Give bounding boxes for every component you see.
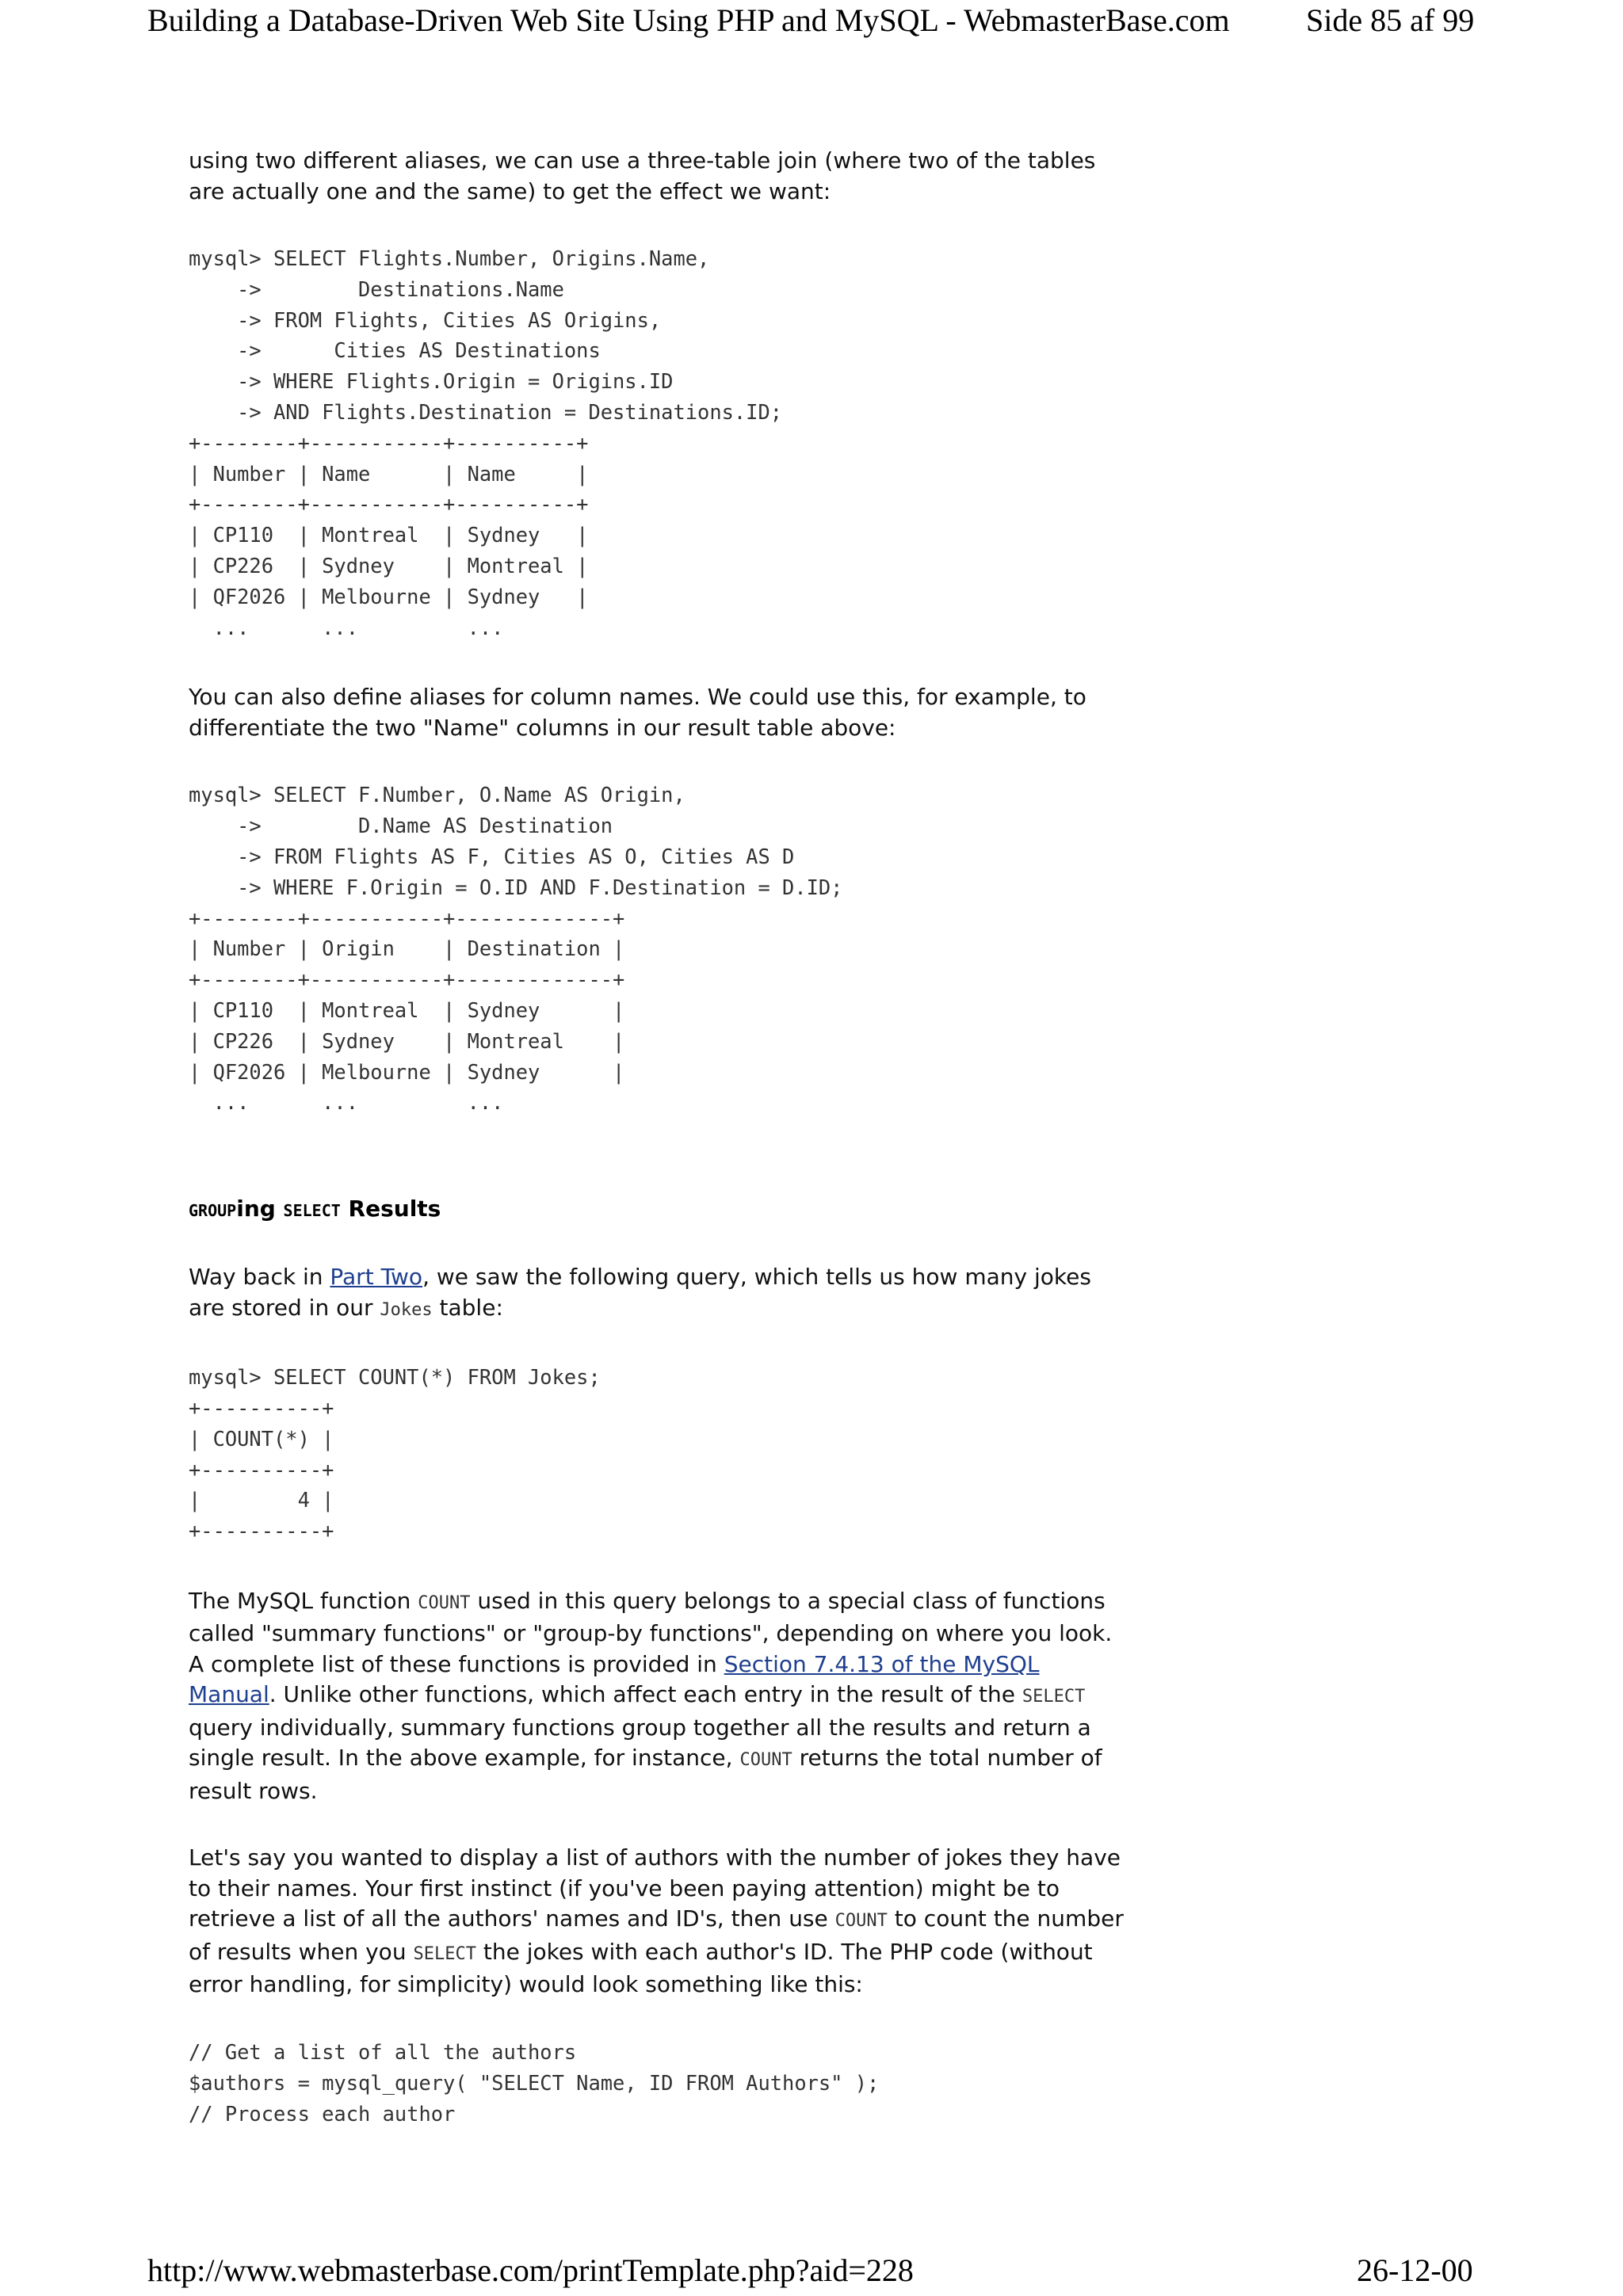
section-heading — [189, 1194, 1124, 1226]
count-function-paragraph — [189, 1586, 1124, 1807]
code-block-column-aliases: mysql> SELECT F.Number, O.Name AS Origin, -> D.Name AS Destination -> FROM Flights AS F, Cities AS O, Cities AS D -> WHERE F.Origin = O.ID AND F.Destination = D.ID; +--------+-----------+-------------+ | Number | Origin | Destination | +--------+-----------+-------------+ | CP110 | Montreal | Sydney | | CP226 | Sydney | Montreal | | QF2026 | Melbourne | Sydney | ... ... ... — [189, 783, 843, 1115]
heading-text-results: Results — [340, 1196, 441, 1222]
authors-paragraph — [189, 1843, 1124, 2000]
page-footer — [0, 2250, 1623, 2296]
mysql-manual-link[interactable]: Section 7.4.13 of the MySQL Manual — [189, 1650, 1040, 1708]
text: , we saw the following query, which tells us how many jokes are stored in our — [189, 1264, 1091, 1321]
column-aliases-paragraph: You can also define aliases for column names. We could use this, for example, to differentiate the two "Name" columns in our result table above: — [189, 684, 1086, 741]
part-two-paragraph — [189, 1262, 1124, 1325]
heading-keyword-select: SELECT — [283, 1201, 341, 1221]
text: . Unlike other functions, which affect each entry in the result of the — [269, 1681, 1022, 1708]
text: used in this query belongs to a special class of functions called "summary functions" or "group-by functions", depending on where you look. A complete list of these functions is provided in — [189, 1587, 1113, 1677]
text: The MySQL function — [189, 1587, 418, 1614]
inline-code-count: COUNT — [418, 1592, 471, 1613]
text: returns the total number of result rows. — [189, 1745, 1102, 1804]
text: the jokes with each author's ID. The PHP code (without error handling, for simplicity) would look something like this: — [189, 1938, 1093, 1998]
inline-code-select: SELECT — [1022, 1687, 1086, 1707]
text: Way back in — [189, 1264, 330, 1291]
text: query individually, summary functions group together all the results and return a single result. In the above example, for instance, — [189, 1714, 1091, 1772]
text: Let's say you wanted to display a list of authors with the number of jokes they have to their names. Your first instinct (if you've been paying attention) might be to retrieve a list of all the authors' names and ID's, then use — [189, 1844, 1121, 1932]
intro-paragraph: using two different aliases, we can use a three-table join (where two of the tables are actually one and the same) to get the effect we want: — [189, 147, 1096, 204]
inline-code-count: COUNT — [834, 1911, 888, 1932]
heading-keyword-group: GROUP — [189, 1201, 237, 1221]
inline-code-select: SELECT — [413, 1943, 476, 1964]
part-two-link[interactable]: Part Two — [330, 1264, 423, 1291]
page-title: Building a Database-Driven Web Site Using PHP and MySQL - WebmasterBase.com — [147, 2, 1230, 38]
text: table: — [432, 1294, 503, 1321]
text: to count the number of results when you — [189, 1905, 1124, 1965]
heading-text-ing: ing — [236, 1196, 284, 1222]
article-content — [189, 146, 1124, 2129]
code-block-php: // Get a list of all the authors $authors = mysql_query( "SELECT Name, ID FROM Authors" ); // Process each author — [189, 2039, 880, 2126]
inline-code-count: COUNT — [739, 1750, 792, 1771]
page-header — [0, 0, 1623, 48]
print-date: 26-12-00 — [1357, 2252, 1473, 2288]
page-number: Side 85 af 99 — [1306, 2, 1475, 38]
page-url: http://www.webmasterbase.com/printTemplate.php?aid=228 — [147, 2252, 914, 2288]
inline-code-jokes: Jokes — [380, 1299, 433, 1320]
code-block-three-table-join: mysql> SELECT Flights.Number, Origins.Name, -> Destinations.Name -> FROM Flights, Cities AS Origins, -> Cities AS Destinations -> WHERE Flights.Origin = Origins.ID -> AND Flights.Destination = Destinations.ID; +--------+-----------+----------+ | Number | Name | Name | +--------+-----------+----------+ | CP110 | Montreal | Sydney | | CP226 | Sydney | Montreal | | QF2026 | Melbourne | Sydney | ... ... ... — [189, 246, 783, 639]
code-block-count: mysql> SELECT COUNT(*) FROM Jokes; +----------+ | COUNT(*) | +----------+ | 4 | +----------+ — [189, 1365, 601, 1543]
